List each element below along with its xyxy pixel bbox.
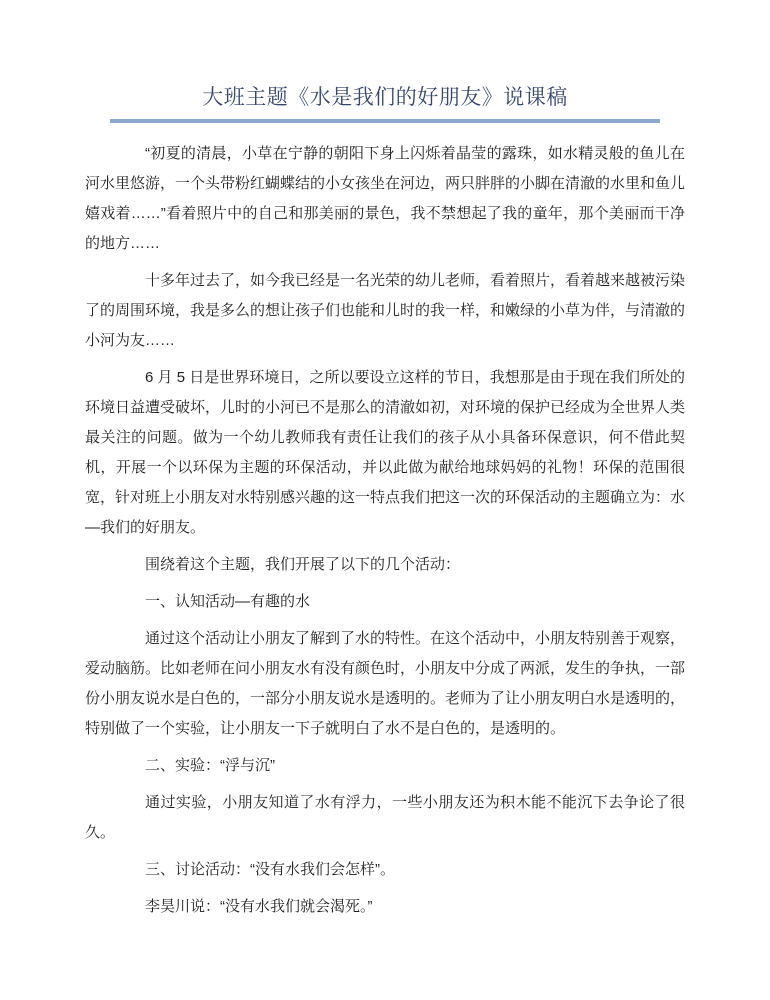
paragraph: 通过实验，小朋友知道了水有浮力，一些小朋友还为积木能不能沉下去争论了很久。 (85, 794, 685, 841)
document-body (85, 139, 685, 922)
paragraph: 围绕着这个主题，我们开展了以下的几个活动： (145, 556, 461, 573)
document-title: 大班主题《水是我们的好朋友》说课稿 (202, 86, 568, 109)
paragraph: “初夏的清晨，小草在宁静的朝阳下身上闪烁着晶莹的露珠，如水精灵般的鱼儿在河水里悠游，一个头带粉红蝴蝶结的小女孩坐在河边，两只胖胖的小脚在清澈的水里和鱼儿嬉戏着……”看着照片中的自己和那美丽的景色，我不禁想起了我的童年，那个美丽而干净的地方…… (85, 145, 686, 252)
paragraph: 通过这个活动让小朋友了解到了水的特性。在这个活动中，小朋友特别善于观察，爱动脑筋。比如老师在问小朋友水有没有颜色时，小朋友中分成了两派，发生的争执，一部份小朋友说水是白色的，一部分小朋友说水是透明的。老师为了让小朋友明白水是透明的，特别做了一个实验，让小朋友一下子就明白了水不是白色的，是透明的。 (85, 630, 686, 737)
paragraph-heading-activity-2: 二、实验：“浮与沉” (145, 757, 275, 774)
paragraph: 李昊川说：“没有水我们就会渴死。” (145, 898, 373, 915)
paragraph-heading-activity-1: 一、认知活动—有趣的水 (145, 593, 311, 610)
paragraph: 十多年过去了，如今我已经是一名光荣的幼儿老师，看着照片，看着越来越被污染了的周围环境，我是多么的想让孩子们也能和儿时的我一样，和嫩绿的小草为伴，与清澈的小河为友…… (85, 272, 686, 349)
title-underline-rule (110, 119, 660, 123)
paragraph: 6 月 5 日是世界环境日，之所以要设立这样的节日，我想那是由于现在我们所处的环境日益遭受破坏，儿时的小河已不是那么的清澈如初，对环境的保护已经成为全世界人类最关注的问题。做为一个幼儿教师我有责任让我们的孩子从小具备环保意识，何不借此契机，开展一个以环保为主题的环保活动，并以此做为献给地球妈妈的礼物！环保的范围很宽，针对班上小朋友对水特别感兴趣的这一特点我们把这一次的环保活动的主题确立为：水—我们的好朋友。 (85, 369, 686, 536)
paragraph-heading-activity-3: 三、讨论活动：“没有水我们会怎样”。 (145, 861, 395, 878)
